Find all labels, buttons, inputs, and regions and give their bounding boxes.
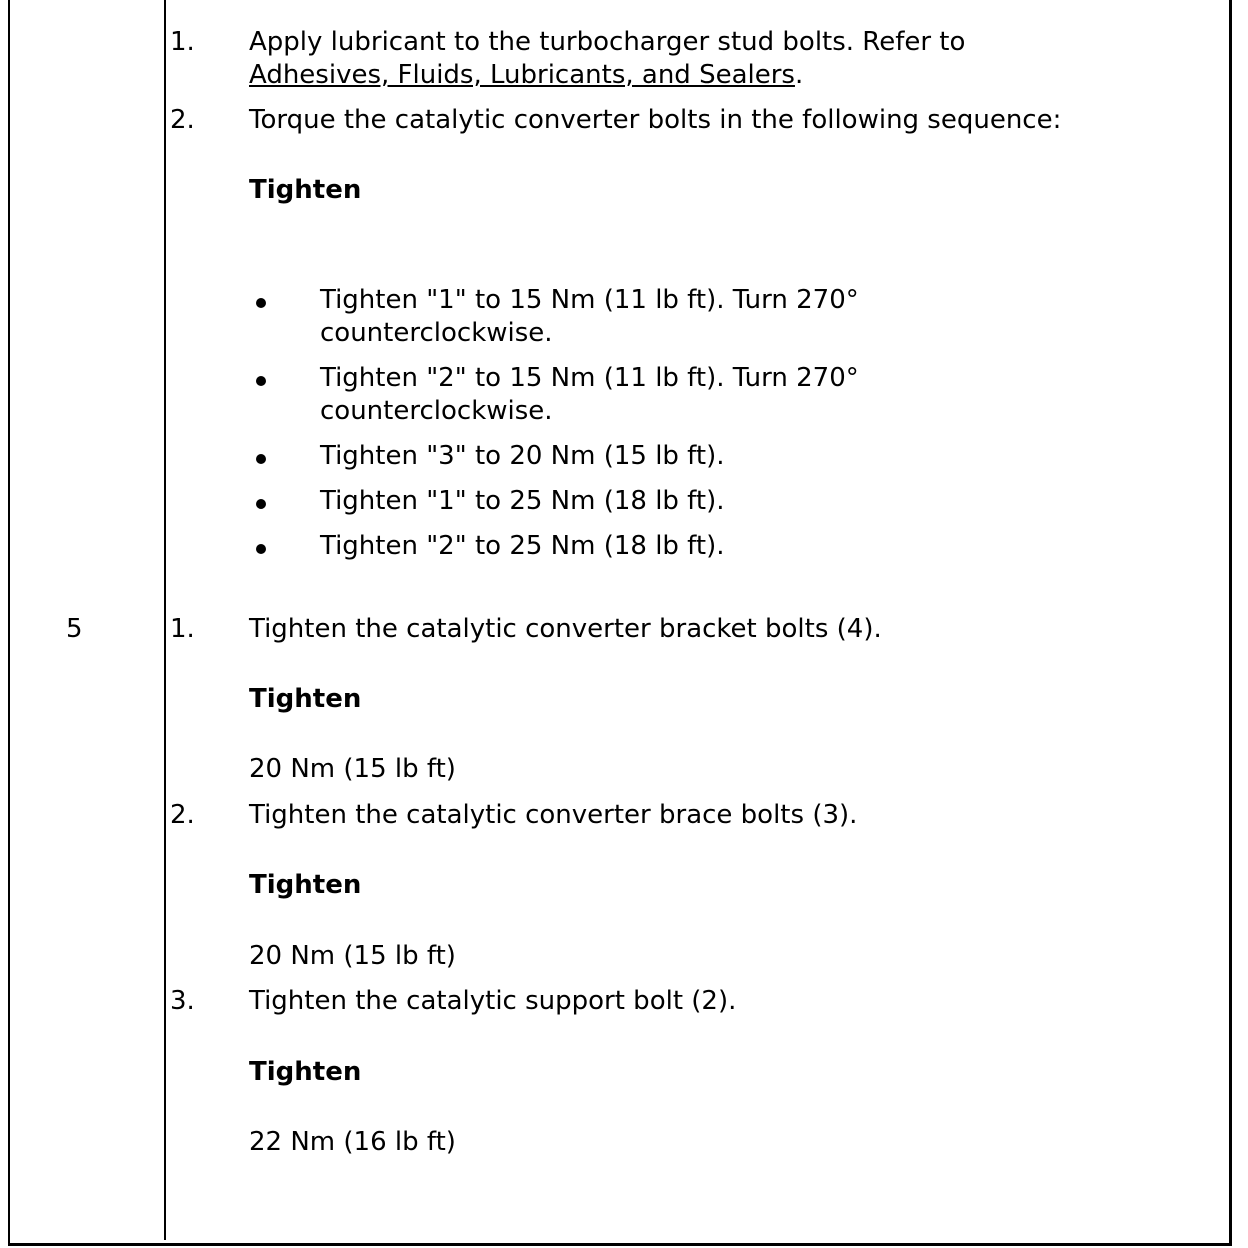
tighten-label: Tighten — [249, 870, 362, 900]
bullet-dot — [256, 362, 266, 395]
item-number: 2. — [170, 105, 195, 135]
bullet-text: Tighten "1" to 15 Nm (11 lb ft). Turn 270° — [320, 285, 859, 315]
bullet-text: Tighten "2" to 15 Nm (11 lb ft). Turn 270° — [320, 363, 859, 393]
item-text: Apply lubricant to the turbocharger stud bolts. Refer to — [249, 27, 966, 57]
tighten-label: Tighten — [249, 175, 362, 205]
item-text: Tighten the catalytic converter bracket bolts (4). — [249, 614, 882, 644]
bullet-text: counterclockwise. — [320, 396, 553, 426]
bullet-dot — [256, 530, 266, 563]
item-number: 1. — [170, 27, 195, 57]
reference-line — [249, 59, 803, 92]
step-number: 5 — [66, 614, 83, 644]
torque-value: 20 Nm (15 lb ft) — [249, 754, 456, 784]
bullet-text: Tighten "1" to 25 Nm (18 lb ft). — [320, 486, 725, 516]
reference-link[interactable]: Adhesives, Fluids, Lubricants, and Sealers — [249, 60, 795, 90]
bullet-text: counterclockwise. — [320, 318, 553, 348]
tighten-label: Tighten — [249, 1057, 362, 1087]
torque-value: 22 Nm (16 lb ft) — [249, 1127, 456, 1157]
item-text: Tighten the catalytic support bolt (2). — [249, 986, 737, 1016]
column-divider — [164, 0, 166, 1240]
bullet-text: Tighten "2" to 25 Nm (18 lb ft). — [320, 531, 725, 561]
item-number: 2. — [170, 800, 195, 830]
torque-value: 20 Nm (15 lb ft) — [249, 941, 456, 971]
tighten-label: Tighten — [249, 684, 362, 714]
bullet-dot — [256, 284, 266, 317]
item-text: Torque the catalytic converter bolts in the following sequence: — [249, 105, 1062, 135]
item-number: 1. — [170, 614, 195, 644]
item-text: Tighten the catalytic converter brace bolts (3). — [249, 800, 858, 830]
bullet-dot — [256, 485, 266, 518]
bullet-text: Tighten "3" to 20 Nm (15 lb ft). — [320, 441, 725, 471]
item-number: 3. — [170, 986, 195, 1016]
reference-period: . — [794, 60, 804, 90]
bullet-dot — [256, 440, 266, 473]
